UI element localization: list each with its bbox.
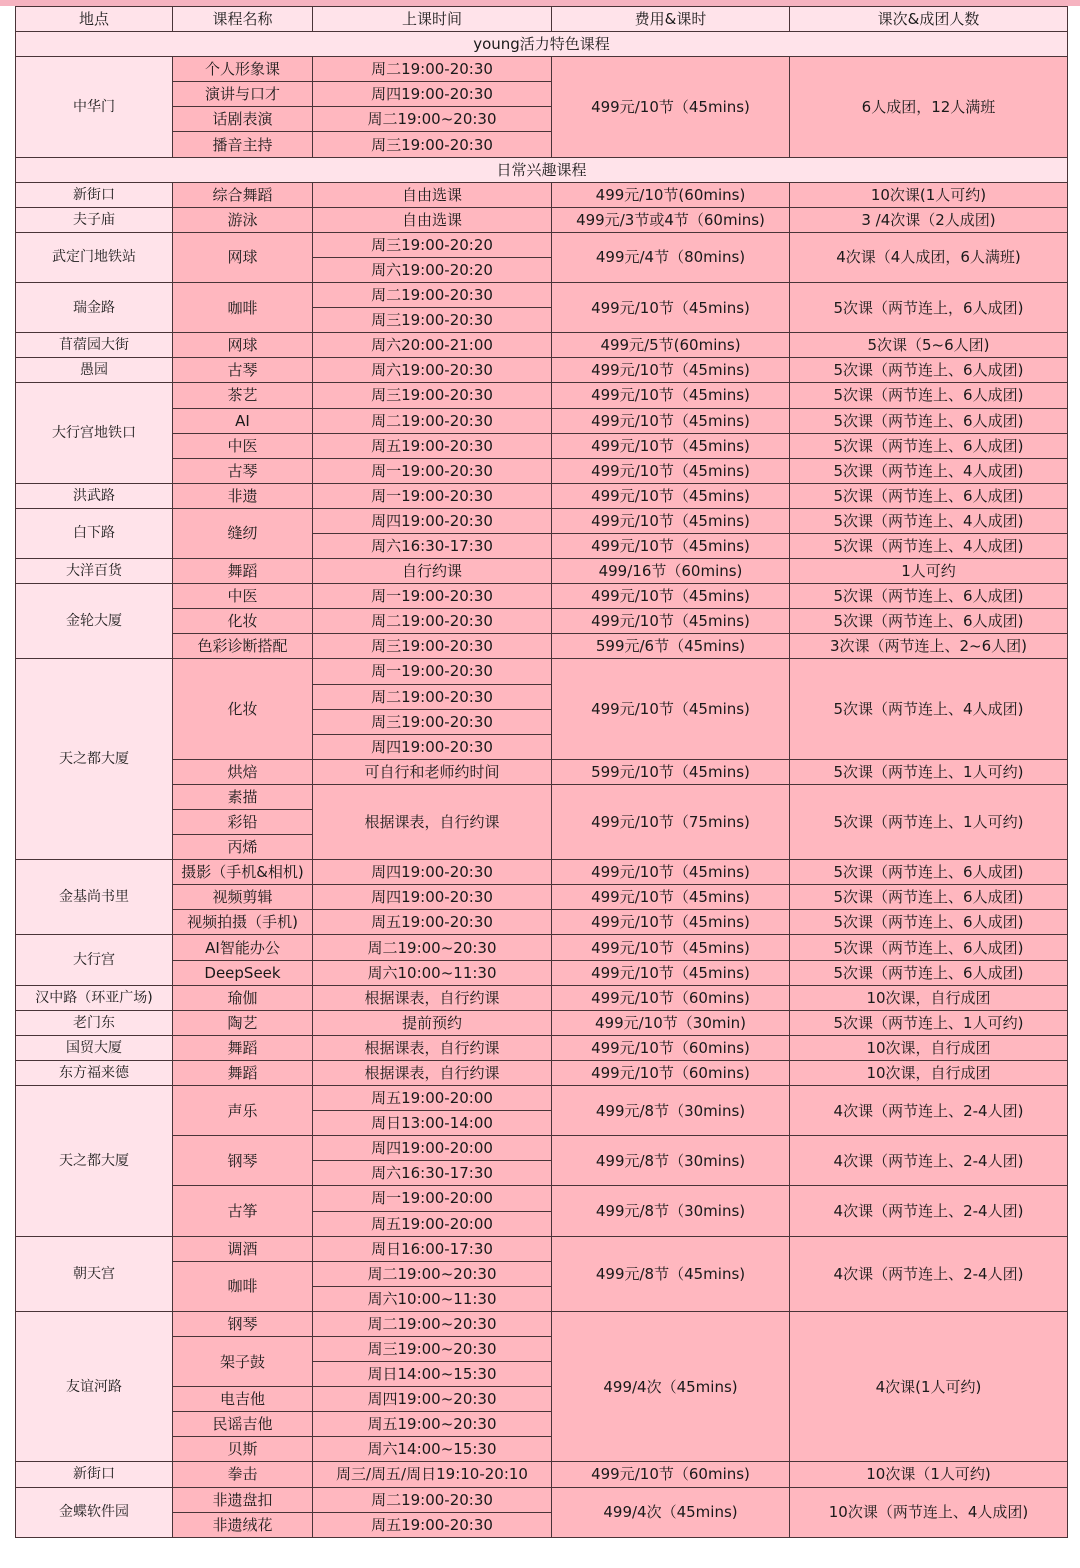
- table-cell: 周三19:00~20:30: [313, 1336, 552, 1361]
- table-cell: 10次课(1人可约): [790, 182, 1068, 207]
- location-cell: 苜蓿园大街: [16, 333, 173, 358]
- table-cell: 5次课（两节连上、6人成团): [790, 584, 1068, 609]
- table-row: [16, 408, 1068, 433]
- table-row: [16, 433, 1068, 458]
- header-location: 地点: [16, 7, 173, 32]
- table-row: [16, 784, 1068, 809]
- table-cell: 舞蹈: [173, 1035, 313, 1060]
- table-row: [16, 358, 1068, 383]
- table-cell: 5次课（两节连上、6人成团): [790, 358, 1068, 383]
- location-cell: 大洋百货: [16, 559, 173, 584]
- table-cell: 周三19:00-20:30: [313, 383, 552, 408]
- table-cell: 499元/10节（45mins): [552, 659, 790, 759]
- location-cell: 大行宫地铁口: [16, 383, 173, 483]
- table-cell: 民谣吉他: [173, 1412, 313, 1437]
- table-cell: 10次课，自行成团: [790, 1060, 1068, 1085]
- table-cell: 499元/10节（45mins): [552, 57, 790, 157]
- table-cell: 周六16:30-17:30: [313, 1161, 552, 1186]
- table-cell: 丙烯: [173, 835, 313, 860]
- table-row: [16, 207, 1068, 232]
- table-row: [16, 57, 1068, 82]
- table-cell: 根据课表，自行约课: [313, 1035, 552, 1060]
- table-cell: 古琴: [173, 458, 313, 483]
- table-cell: 周二19:00-20:30: [313, 609, 552, 634]
- table-cell: 周六10:00~11:30: [313, 960, 552, 985]
- table-cell: 周五19:00-20:30: [313, 910, 552, 935]
- table-cell: 5次课（两节连上、4人成团): [790, 508, 1068, 533]
- location-cell: 天之都大厦: [16, 1086, 173, 1237]
- table-cell: AI智能办公: [173, 935, 313, 960]
- table-row: [16, 935, 1068, 960]
- header-course-name: 课程名称: [173, 7, 313, 32]
- table-cell: 周二19:00-20:30: [313, 57, 552, 82]
- table-cell: 499元/10节（45mins): [552, 483, 790, 508]
- location-cell: 汉中路（环亚广场): [16, 985, 173, 1010]
- table-cell: 周六14:00~15:30: [313, 1437, 552, 1462]
- location-cell: 中华门: [16, 57, 173, 157]
- table-cell: 周三19:00-20:30: [313, 709, 552, 734]
- table-row: [16, 383, 1068, 408]
- table-cell: 声乐: [173, 1086, 313, 1136]
- table-cell: 提前预约: [313, 1010, 552, 1035]
- location-cell: 愚园: [16, 358, 173, 383]
- table-row: [16, 1186, 1068, 1211]
- location-cell: 新街口: [16, 1462, 173, 1487]
- table-cell: 钢琴: [173, 1311, 313, 1336]
- table-cell: 5次课（两节连上、4人成团): [790, 659, 1068, 759]
- table-cell: 视频剪辑: [173, 885, 313, 910]
- table-cell: 周一19:00-20:30: [313, 458, 552, 483]
- table-cell: 咖啡: [173, 283, 313, 333]
- table-cell: 499元/10节（45mins): [552, 358, 790, 383]
- location-cell: 大行宫: [16, 935, 173, 985]
- table-cell: 中医: [173, 584, 313, 609]
- table-cell: 非遗盘扣: [173, 1487, 313, 1512]
- table-cell: 周六20:00-21:00: [313, 333, 552, 358]
- table-cell: 499/4次（45mins): [552, 1311, 790, 1462]
- table-cell: 5次课（两节连上、6人成团): [790, 408, 1068, 433]
- section-title: 日常兴趣课程: [16, 157, 1068, 182]
- table-cell: 499元/10节（60mins): [552, 1462, 790, 1487]
- table-cell: 周四19:00~20:30: [313, 1387, 552, 1412]
- table-row: [16, 659, 1068, 684]
- table-cell: 周一19:00-20:30: [313, 483, 552, 508]
- location-cell: 瑞金路: [16, 283, 173, 333]
- table-cell: 5次课（两节连上、1人可约): [790, 759, 1068, 784]
- table-cell: 499元/5节(60mins): [552, 333, 790, 358]
- table-cell: 周六10:00~11:30: [313, 1286, 552, 1311]
- table-row: [16, 860, 1068, 885]
- table-cell: 5次课（两节连上、6人成团): [790, 860, 1068, 885]
- table-cell: 3次课（两节连上、2~6人团): [790, 634, 1068, 659]
- table-cell: 周二19:00~20:30: [313, 1311, 552, 1336]
- table-cell: 周四19:00-20:30: [313, 82, 552, 107]
- table-cell: 周三/周五/周日19:10-20:10: [313, 1462, 552, 1487]
- table-cell: 烘焙: [173, 759, 313, 784]
- table-cell: 5次课（两节连上、6人成团): [790, 885, 1068, 910]
- table-cell: 5次课（两节连上、4人成团): [790, 458, 1068, 483]
- table-cell: 5次课（两节连上、6人成团): [790, 609, 1068, 634]
- table-cell: 3 /4次课（2人成团): [790, 207, 1068, 232]
- table-cell: 周六16:30-17:30: [313, 533, 552, 558]
- table-cell: 499元/8节（45mins): [552, 1236, 790, 1311]
- header-row: [16, 7, 1068, 32]
- table-cell: 周日16:00-17:30: [313, 1236, 552, 1261]
- table-cell: 化妆: [173, 659, 313, 759]
- table-cell: 古琴: [173, 358, 313, 383]
- table-cell: 5次课（两节连上、6人成团): [790, 910, 1068, 935]
- table-cell: 4次课（4人成团，6人满班): [790, 232, 1068, 282]
- table-cell: 拳击: [173, 1462, 313, 1487]
- table-cell: 素描: [173, 784, 313, 809]
- location-cell: 朝天宫: [16, 1236, 173, 1311]
- table-body: [16, 32, 1068, 1538]
- table-cell: 瑜伽: [173, 985, 313, 1010]
- table-cell: 根据课表，自行约课: [313, 784, 552, 859]
- table-cell: 话剧表演: [173, 107, 313, 132]
- table-cell: 综合舞蹈: [173, 182, 313, 207]
- table-row: [16, 559, 1068, 584]
- table-cell: 499元/10节（45mins): [552, 408, 790, 433]
- table-row: [16, 1086, 1068, 1111]
- table-cell: 499元/10节（45mins): [552, 860, 790, 885]
- table-cell: 视频拍摄（手机): [173, 910, 313, 935]
- table-cell: 周三19:00-20:30: [313, 308, 552, 333]
- table-cell: 非遗绒花: [173, 1512, 313, 1537]
- table-row: [16, 182, 1068, 207]
- table-cell: 架子鼓: [173, 1336, 313, 1386]
- table-cell: 自由选课: [313, 182, 552, 207]
- location-cell: 金蝶软件园: [16, 1487, 173, 1537]
- table-cell: 499元/10节（45mins): [552, 960, 790, 985]
- table-cell: 周四19:00-20:30: [313, 885, 552, 910]
- table-cell: 周一19:00-20:30: [313, 584, 552, 609]
- course-schedule-table: [15, 6, 1068, 1538]
- table-cell: 499元/10节（45mins): [552, 383, 790, 408]
- header-fee-hours: 费用&课时: [552, 7, 790, 32]
- table-cell: 周五19:00-20:00: [313, 1086, 552, 1111]
- table-cell: 周三19:00-20:20: [313, 232, 552, 257]
- table-cell: 摄影（手机&相机): [173, 860, 313, 885]
- table-cell: 499/16节（60mins): [552, 559, 790, 584]
- table-cell: 电吉他: [173, 1387, 313, 1412]
- location-cell: 武定门地铁站: [16, 232, 173, 282]
- table-cell: 陶艺: [173, 1010, 313, 1035]
- table-cell: 周三19:00-20:30: [313, 634, 552, 659]
- table-cell: 499元/8节（30mins): [552, 1136, 790, 1186]
- table-cell: 化妆: [173, 609, 313, 634]
- location-cell: 白下路: [16, 508, 173, 558]
- table-cell: 10次课（1人可约): [790, 1462, 1068, 1487]
- table-cell: 茶艺: [173, 383, 313, 408]
- table-row: [16, 1010, 1068, 1035]
- table-row: [16, 333, 1068, 358]
- table-cell: 周一19:00-20:00: [313, 1186, 552, 1211]
- table-row: [16, 759, 1068, 784]
- table-cell: 499元/10节（60mins): [552, 985, 790, 1010]
- table-cell: 5次课（两节连上、4人成团): [790, 533, 1068, 558]
- table-row: [16, 985, 1068, 1010]
- table-cell: 499元/10节(60mins): [552, 182, 790, 207]
- table-row: [16, 283, 1068, 308]
- table-cell: 非遗: [173, 483, 313, 508]
- table-row: [16, 609, 1068, 634]
- table-cell: 周二19:00-20:30: [313, 1487, 552, 1512]
- table-cell: 周二19:00~20:30: [313, 107, 552, 132]
- table-cell: 5次课（两节连上，6人成团): [790, 283, 1068, 333]
- table-cell: 6人成团，12人满班: [790, 57, 1068, 157]
- table-cell: 5次课（两节连上、6人成团): [790, 935, 1068, 960]
- table-cell: 499元/10节（75mins): [552, 784, 790, 859]
- table-cell: 499元/10节（45mins): [552, 935, 790, 960]
- table-cell: 499元/4节（80mins): [552, 232, 790, 282]
- table-cell: 499元/10节（45mins): [552, 584, 790, 609]
- location-cell: 洪武路: [16, 483, 173, 508]
- location-cell: 国贸大厦: [16, 1035, 173, 1060]
- location-cell: 金轮大厦: [16, 584, 173, 659]
- table-cell: 色彩诊断搭配: [173, 634, 313, 659]
- table-cell: 499元/8节（30mins): [552, 1186, 790, 1236]
- table-cell: 周四19:00-20:30: [313, 860, 552, 885]
- table-cell: 根据课表，自行约课: [313, 1060, 552, 1085]
- table-cell: 周一19:00-20:30: [313, 659, 552, 684]
- table-cell: 10次课，自行成团: [790, 985, 1068, 1010]
- section-title: young活力特色课程: [16, 32, 1068, 57]
- table-cell: 根据课表，自行约课: [313, 985, 552, 1010]
- table-row: [16, 1060, 1068, 1085]
- table-cell: 5次课（5~6人团): [790, 333, 1068, 358]
- table-row: [16, 1462, 1068, 1487]
- header-sessions-group-size: 课次&成团人数: [790, 7, 1068, 32]
- table-cell: 缝纫: [173, 508, 313, 558]
- table-cell: 调酒: [173, 1236, 313, 1261]
- table-cell: 播音主持: [173, 132, 313, 157]
- table-cell: 网球: [173, 333, 313, 358]
- table-row: [16, 1035, 1068, 1060]
- table-cell: 499元/10节（45mins): [552, 910, 790, 935]
- table-cell: 499元/10节（60mins): [552, 1060, 790, 1085]
- section-row: [16, 157, 1068, 182]
- table-cell: 周六19:00-20:30: [313, 358, 552, 383]
- table-cell: 贝斯: [173, 1437, 313, 1462]
- table-cell: AI: [173, 408, 313, 433]
- table-cell: 1人可约: [790, 559, 1068, 584]
- table-cell: 5次课（两节连上、1人可约): [790, 784, 1068, 859]
- location-cell: 东方福来德: [16, 1060, 173, 1085]
- table-cell: 499元/10节（45mins): [552, 609, 790, 634]
- table-cell: 网球: [173, 232, 313, 282]
- table-cell: 499/4次（45mins): [552, 1487, 790, 1537]
- table-cell: 5次课（两节连上、6人成团): [790, 433, 1068, 458]
- table-cell: 10次课（两节连上、4人成团): [790, 1487, 1068, 1537]
- location-cell: 金基尚书里: [16, 860, 173, 935]
- location-cell: 天之都大厦: [16, 659, 173, 860]
- table-cell: 古筝: [173, 1186, 313, 1236]
- table-cell: 10次课，自行成团: [790, 1035, 1068, 1060]
- table-cell: 周六19:00-20:20: [313, 257, 552, 282]
- table-cell: 周五19:00-20:30: [313, 1512, 552, 1537]
- table-cell: 周二19:00~20:30: [313, 935, 552, 960]
- table-cell: 周三19:00-20:30: [313, 132, 552, 157]
- table-cell: 演讲与口才: [173, 82, 313, 107]
- table-cell: 钢琴: [173, 1136, 313, 1186]
- table-row: [16, 1311, 1068, 1336]
- table-cell: DeepSeek: [173, 960, 313, 985]
- location-cell: 友谊河路: [16, 1311, 173, 1462]
- table-row: [16, 584, 1068, 609]
- table-cell: 5次课（两节连上、6人成团): [790, 960, 1068, 985]
- table-cell: 自由选课: [313, 207, 552, 232]
- table-cell: 499元/3节或4节（60mins): [552, 207, 790, 232]
- table-cell: 舞蹈: [173, 1060, 313, 1085]
- table-cell: 499元/10节（45mins): [552, 433, 790, 458]
- location-cell: 夫子庙: [16, 207, 173, 232]
- table-cell: 5次课（两节连上、1人可约): [790, 1010, 1068, 1035]
- table-cell: 周二19:00~20:30: [313, 1261, 552, 1286]
- table-row: [16, 634, 1068, 659]
- table-row: [16, 885, 1068, 910]
- table-cell: 舞蹈: [173, 559, 313, 584]
- table-cell: 499元/10节（45mins): [552, 508, 790, 533]
- table-cell: 周五19:00~20:30: [313, 1412, 552, 1437]
- table-cell: 499元/10节（45mins): [552, 458, 790, 483]
- table-cell: 周四19:00-20:30: [313, 734, 552, 759]
- table-row: [16, 1236, 1068, 1261]
- table-cell: 周四19:00-20:30: [313, 508, 552, 533]
- table-row: [16, 508, 1068, 533]
- table-cell: 周日13:00-14:00: [313, 1111, 552, 1136]
- table-cell: 499元/8节（30mins): [552, 1086, 790, 1136]
- table-cell: 可自行和老师约时间: [313, 759, 552, 784]
- table-row: [16, 1136, 1068, 1161]
- table-cell: 599元/6节（45mins): [552, 634, 790, 659]
- table-cell: 499元/10节（45mins): [552, 533, 790, 558]
- table-cell: 499元/10节（60mins): [552, 1035, 790, 1060]
- location-cell: 老门东: [16, 1010, 173, 1035]
- table-cell: 499元/10节（30min): [552, 1010, 790, 1035]
- section-row: [16, 32, 1068, 57]
- location-cell: 新街口: [16, 182, 173, 207]
- table-row: [16, 910, 1068, 935]
- table-cell: 中医: [173, 433, 313, 458]
- table-cell: 个人形象课: [173, 57, 313, 82]
- table-row: [16, 483, 1068, 508]
- table-row: [16, 960, 1068, 985]
- table-cell: 499元/10节（45mins): [552, 283, 790, 333]
- table-cell: 5次课（两节连上、6人成团): [790, 483, 1068, 508]
- header-class-time: 上课时间: [313, 7, 552, 32]
- table-cell: 499元/10节（45mins): [552, 885, 790, 910]
- table-cell: 彩铅: [173, 810, 313, 835]
- table-cell: 周四19:00-20:00: [313, 1136, 552, 1161]
- table-cell: 4次课（两节连上、2-4人团): [790, 1086, 1068, 1136]
- table-cell: 周日14:00~15:30: [313, 1362, 552, 1387]
- table-cell: 4次课(1人可约): [790, 1311, 1068, 1462]
- table-cell: 咖啡: [173, 1261, 313, 1311]
- table-cell: 5次课（两节连上、6人成团): [790, 383, 1068, 408]
- table-row: [16, 458, 1068, 483]
- table-cell: 599元/10节（45mins): [552, 759, 790, 784]
- table-cell: 周五19:00-20:30: [313, 433, 552, 458]
- table-cell: 游泳: [173, 207, 313, 232]
- table-cell: 4次课（两节连上、2-4人团): [790, 1186, 1068, 1236]
- table-cell: 周二19:00-20:30: [313, 408, 552, 433]
- table-row: [16, 1487, 1068, 1512]
- table-cell: 周五19:00-20:00: [313, 1211, 552, 1236]
- table-row: [16, 232, 1068, 257]
- table-cell: 4次课（两节连上、2-4人团): [790, 1236, 1068, 1311]
- table-cell: 4次课（两节连上、2-4人团): [790, 1136, 1068, 1186]
- table-cell: 自行约课: [313, 559, 552, 584]
- table-cell: 周二19:00-20:30: [313, 684, 552, 709]
- table-cell: 周二19:00-20:30: [313, 283, 552, 308]
